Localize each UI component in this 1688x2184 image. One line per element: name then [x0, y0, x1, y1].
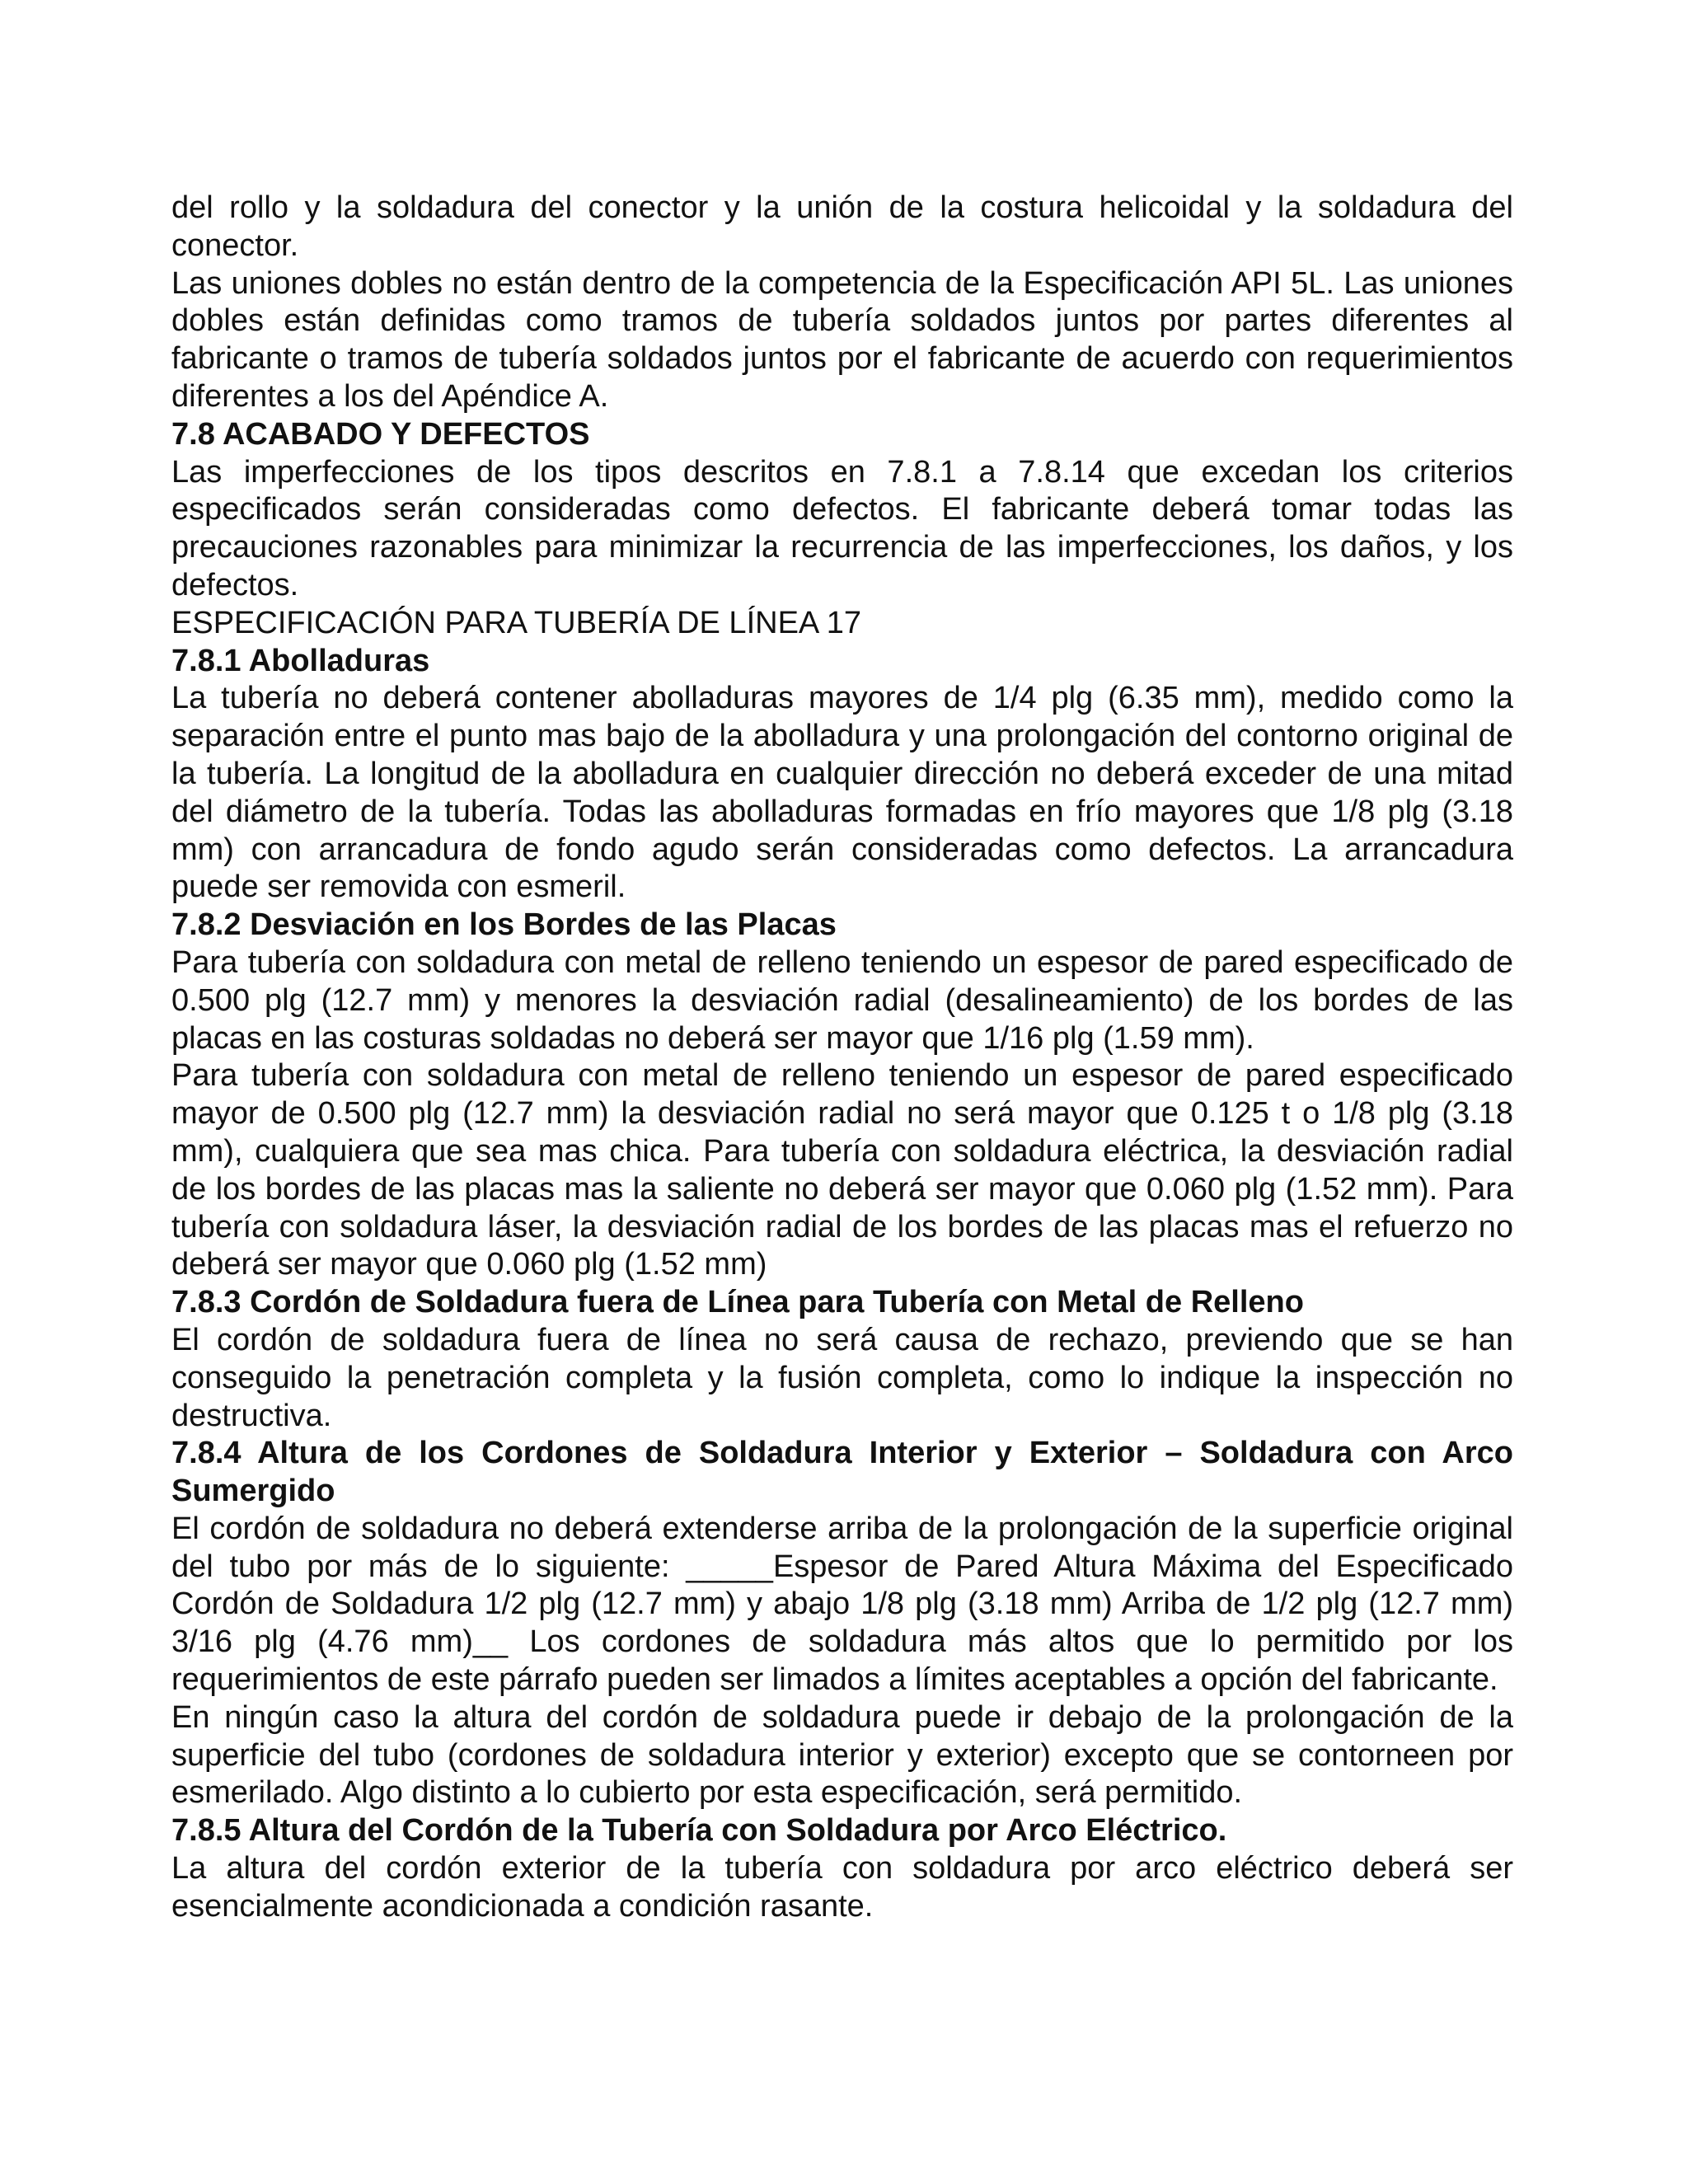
- paragraph-weld-below: En ningún caso la altura del cordón de soldadura puede ir debajo de la prolongación de la superficie del tubo (cordones de soldadura interior y exterior) excepto que se contorneen por esmerilado. Algo distinto a lo cubierto por esta especificación, será permitido.: [171, 1699, 1513, 1811]
- heading-7-8-4: 7.8.4 Altura de los Cordones de Soldadura Interior y Exterior – Soldadura con Arco Sumergido: [171, 1436, 1513, 1509]
- document-page: [171, 190, 1513, 1926]
- paragraph-weld-height: El cordón de soldadura no deberá extenderse arriba de la prolongación de la superficie original del tubo por más de lo siguiente: _____Espesor de Pared Altura Máxima del Especificado Cordón de Soldadura 1/2 plg (12.7 mm) y abajo 1/8 plg (3.18 mm) Arriba de 1/2 plg (12.7 mm) 3/16 plg (4.76 mm)__ Los cordones de soldadura más altos que lo permitido por los requerimientos de este párrafo pueden ser limados a límites aceptables a opción del fabricante.: [171, 1511, 1513, 1698]
- paragraph-dents: La tubería no deberá contener abolladuras mayores de 1/4 plg (6.35 mm), medido como la separación entre el punto mas bajo de la abolladura y una prolongación del contorno original de la tubería. La longitud de la abolladura en cualquier dirección no deberá exceder de una mitad del diámetro de la tubería. Todas las abolladuras formadas en frío mayores que 1/8 plg (3.18 mm) con arrancadura de fondo agudo serán consideradas como defectos. La arrancadura puede ser removida con esmeril.: [171, 681, 1513, 905]
- paragraph-double-joints: Las uniones dobles no están dentro de la competencia de la Especificación API 5L. Las uniones dobles están definidas como tramos de tubería soldados juntos por partes diferentes al fabricante o tramos de tubería soldados juntos por el fabricante de acuerdo con requerimientos diferentes a los del Apéndice A.: [171, 265, 1513, 414]
- heading-7-8: 7.8 ACABADO Y DEFECTOS: [171, 416, 590, 452]
- running-header: ESPECIFICACIÓN PARA TUBERÍA DE LÍNEA 17: [171, 605, 861, 640]
- heading-7-8-2: 7.8.2 Desviación en los Bordes de las Placas: [171, 907, 837, 943]
- paragraph-offset-thick: Para tubería con soldadura con metal de relleno teniendo un espesor de pared especificado mayor de 0.500 plg (12.7 mm) la desviación radial no será mayor que 0.125 t o 1/8 plg (3.18 mm), cualquiera que sea mas chica. Para tubería con soldadura eléctrica, la desviación radial de los bordes de las placas mas la saliente no deberá ser mayor que 0.060 plg (1.52 mm). Para tubería con soldadura láser, la desviación radial de los bordes de las placas mas el refuerzo no deberá ser mayor que 0.060 plg (1.52 mm): [171, 1058, 1513, 1282]
- paragraph-imperfections: Las imperfecciones de los tipos descritos en 7.8.1 a 7.8.14 que excedan los criterios especificados serán consideradas como defectos. El fabricante deberá tomar todas las precauciones razonables para minimizar la recurrencia de las imperfecciones, los daños, y los defectos.: [171, 454, 1513, 602]
- heading-7-8-5: 7.8.5 Altura del Cordón de la Tubería con Soldadura por Arco Eléctrico.: [171, 1813, 1227, 1849]
- heading-7-8-1: 7.8.1 Abolladuras: [171, 643, 430, 678]
- paragraph-off-seam: El cordón de soldadura fuera de línea no será causa de rechazo, previendo que se han conseguido la penetración completa y la fusión completa, como lo indique la inspección no destructiva.: [171, 1322, 1513, 1433]
- paragraph-roll-weld: del rollo y la soldadura del conector y la unión de la costura helicoidal y la soldadura del conector.: [171, 190, 1513, 263]
- paragraph-offset-thin: Para tubería con soldadura con metal de relleno teniendo un espesor de pared especificado de 0.500 plg (12.7 mm) y menores la desviación radial (desalineamiento) de los bordes de las placas en las costuras soldadas no deberá ser mayor que 1/16 plg (1.59 mm).: [171, 944, 1513, 1056]
- paragraph-arc-weld-height: La altura del cordón exterior de la tubería con soldadura por arco eléctrico deberá ser esencialmente acondicionada a condición rasante.: [171, 1851, 1513, 1924]
- heading-7-8-3: 7.8.3 Cordón de Soldadura fuera de Línea para Tubería con Metal de Relleno: [171, 1285, 1304, 1320]
